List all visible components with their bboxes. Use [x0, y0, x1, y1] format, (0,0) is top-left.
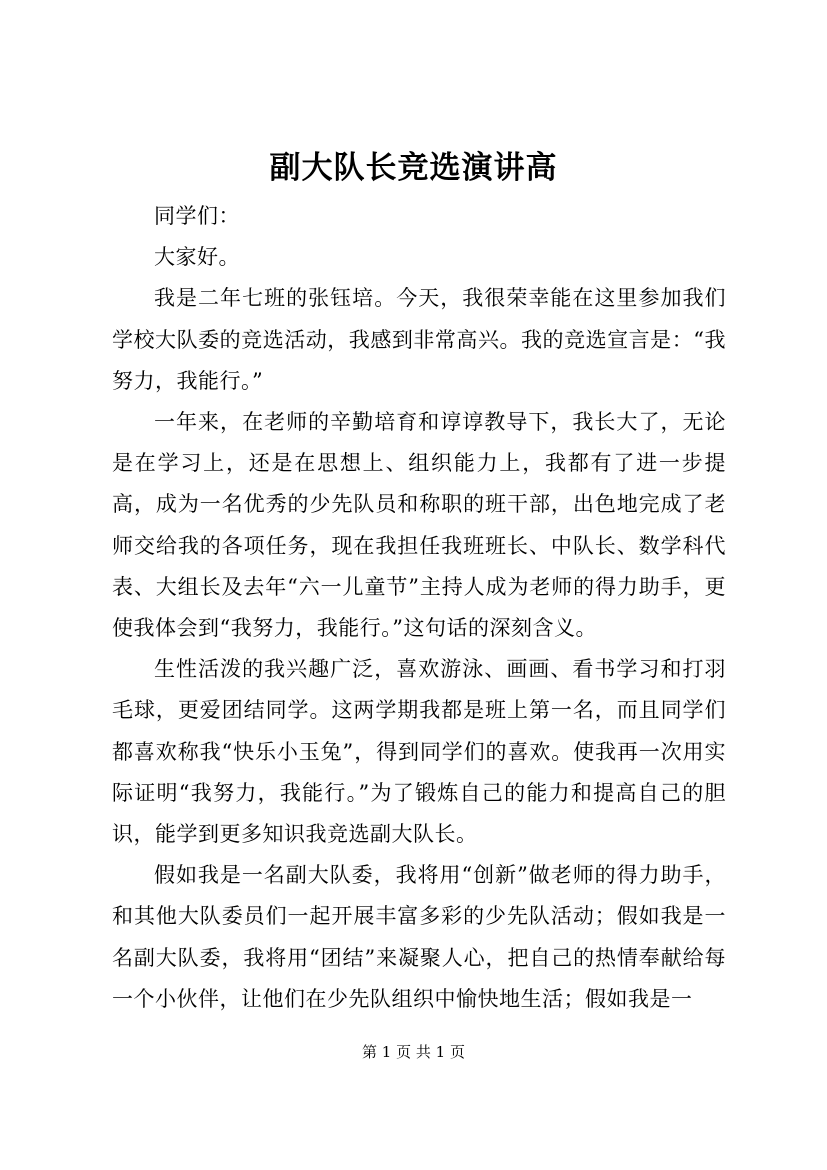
paragraph-hello: 大家好。	[154, 245, 240, 270]
paragraph-promises: 假如我是一名副大队委，我将用“创新”做老师的得力助手，和其他大队委员们一起开展丰富多彩的少先队活动；假如我是一名副大队委，我将用“团结”来凝聚人心，把自己的热情奉献给每一个小伙伴，让他们在少先队组织中愉快地生活；假如我是一	[112, 863, 726, 1011]
document-body	[112, 196, 726, 1020]
page-footer: 第 1 页 共 1 页	[362, 1043, 465, 1061]
document-title: 副大队长竞选演讲高	[269, 150, 558, 186]
paragraph-interests: 生性活泼的我兴趣广泛，喜欢游泳、画画、看书学习和打羽毛球，更爱团结同学。这两学期我都是班上第一名，而且同学们都喜欢称我“快乐小玉兔”，得到同学们的喜欢。使我再一次用实际证明“我努力，我能行。”为了锻炼自己的能力和提高自己的胆识，能学到更多知识我竞选副大队长。	[112, 657, 726, 847]
paragraph-introduction: 我是二年七班的张钰培。今天，我很荣幸能在这里参加我们学校大队委的竞选活动，我感到非常高兴。我的竞选宣言是：“我努力，我能行。”	[112, 286, 726, 393]
paragraph-greeting: 同学们：	[154, 204, 240, 228]
paragraph-achievements: 一年来，在老师的辛勤培育和谆谆教导下，我长大了，无论是在学习上，还是在思想上、组织能力上，我都有了进一步提高，成为一名优秀的少先队员和称职的班干部，出色地完成了老师交给我的各项任务，现在我担任我班班长、中队长、数学科代表、大组长及去年“六一儿童节”主持人成为老师的得力助手，更使我体会到“我努力，我能行。”这句话的深刻含义。	[112, 410, 726, 641]
